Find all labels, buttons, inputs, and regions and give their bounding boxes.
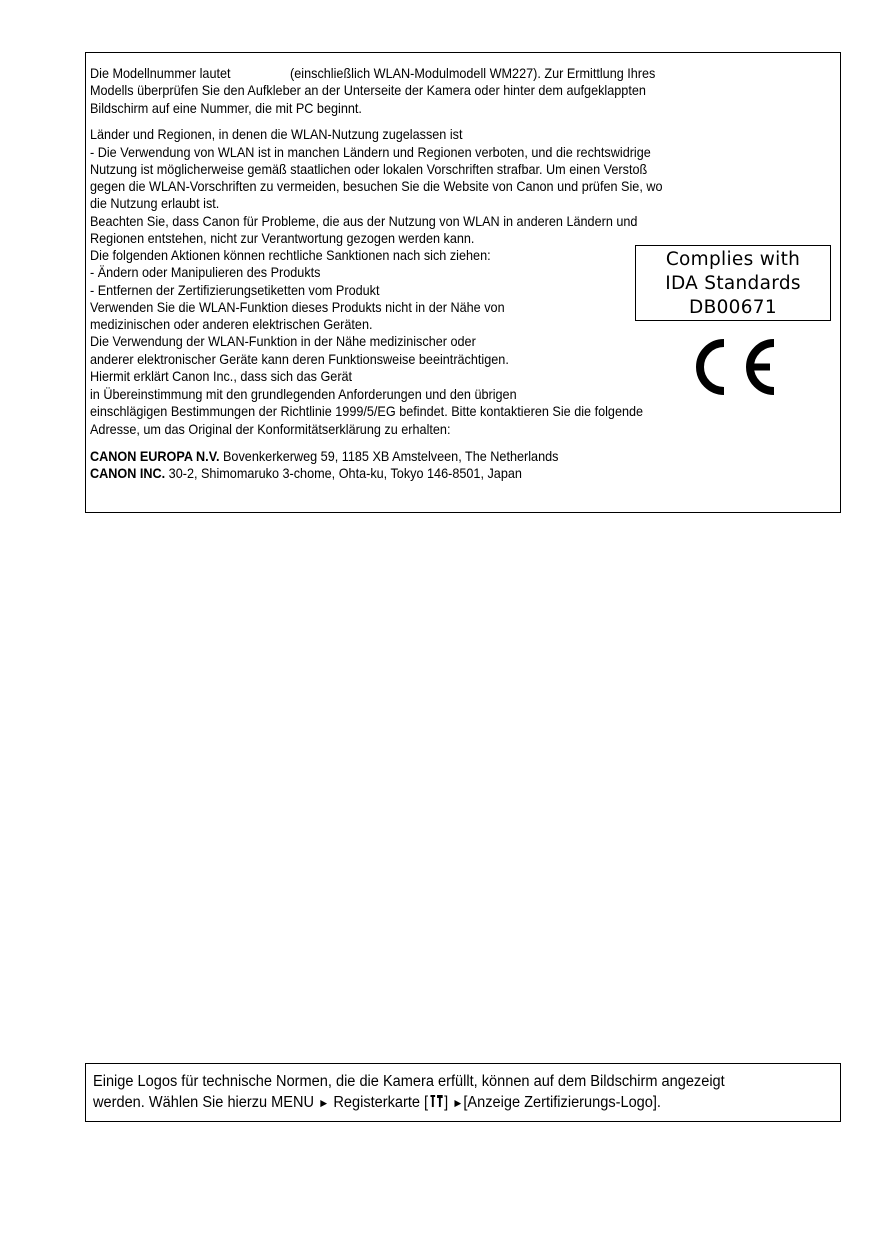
notice-line: Die Modellnummer lautet (einschließlich WLAN-Modulmodell WM227). Zur Ermittlung Ihres [90, 66, 656, 81]
notice-line: - Ändern oder Manipulieren des Produkts [90, 265, 321, 280]
address-europe: CANON EUROPA N.V. Bovenkerkerweg 59, 1185 XB Amstelveen, The Netherlands [90, 449, 559, 464]
logo-display-note-box [85, 1063, 841, 1122]
notice-line: anderer elektronischer Geräte kann deren Funktionsweise beeinträchtigen. [90, 352, 509, 367]
arrow-right-icon: ► [318, 1096, 330, 1110]
notice-line: Länder und Regionen, in denen die WLAN-Nutzung zugelassen ist [90, 127, 463, 142]
notice-line: Nutzung ist möglicherweise gemäß staatlichen oder lokalen Vorschriften strafbar. Um einen Verstoß [90, 162, 648, 177]
notice-line: Beachten Sie, dass Canon für Probleme, die aus der Nutzung von WLAN in anderen Ländern und [90, 214, 638, 229]
arrow-right-icon: ► [452, 1096, 464, 1110]
ida-label-line: IDA Standards [665, 273, 801, 294]
logo-note-line: Einige Logos für technische Normen, die die Kamera erfüllt, können auf dem Bildschirm angezeigt [93, 1073, 725, 1090]
notice-line: Verwenden Sie die WLAN-Funktion dieses Produkts nicht in der Nähe von [90, 300, 505, 315]
notice-line: Bildschirm auf eine Nummer, die mit PC beginnt. [90, 101, 362, 116]
notice-line: Adresse, um das Original der Konformitätserklärung zu erhalten: [90, 422, 451, 437]
ida-label-line: DB00671 [689, 297, 777, 318]
ida-compliance-label [635, 245, 831, 321]
notice-line: Die Verwendung der WLAN-Funktion in der Nähe medizinischer oder [90, 334, 476, 349]
notice-line: die Nutzung erlaubt ist. [90, 196, 220, 211]
ce-mark-icon [686, 335, 782, 399]
logo-note-line: werden. Wählen Sie hierzu MENU ► Registerkarte [ ] ►[Anzeige Zertifizierungs-Logo]. [93, 1094, 661, 1111]
notice-line: in Übereinstimmung mit den grundlegenden Anforderungen und den übrigen [90, 387, 517, 402]
notice-line: - Entfernen der Zertifizierungsetiketten vom Produkt [90, 283, 380, 298]
notice-line: Regionen entstehen, nicht zur Verantwortung gezogen werden kann. [90, 231, 475, 246]
notice-line: medizinischen oder anderen elektrischen Geräten. [90, 317, 373, 332]
notice-line: Die folgenden Aktionen können rechtliche Sanktionen nach sich ziehen: [90, 248, 491, 263]
regulatory-notice-box [85, 52, 841, 513]
notice-line: Modells überprüfen Sie den Aufkleber an der Unterseite der Kamera oder hinter dem aufgeklappten [90, 83, 646, 98]
setup-tools-icon [428, 1094, 444, 1108]
address-japan: CANON INC. 30-2, Shimomaruko 3-chome, Ohta-ku, Tokyo 146-8501, Japan [90, 466, 522, 481]
notice-line: einschlägigen Bestimmungen der Richtlinie 1999/5/EG befindet. Bitte kontaktieren Sie die folgende [90, 404, 644, 419]
notice-line: - Die Verwendung von WLAN ist in manchen Ländern und Regionen verboten, und die rechtswidrige [90, 145, 651, 160]
ida-label-line: Complies with [665, 249, 801, 270]
notice-line: Hiermit erklärt Canon Inc., dass sich das Gerät [90, 369, 353, 384]
notice-line: gegen die WLAN-Vorschriften zu vermeiden, besuchen Sie die Website von Canon und prüfen Sie, wo [90, 179, 663, 194]
